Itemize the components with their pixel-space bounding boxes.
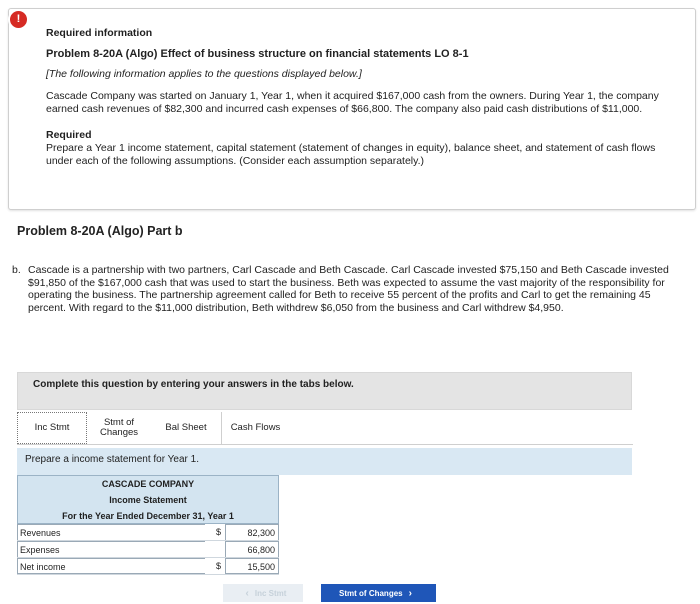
statement-name: Income Statement <box>109 495 187 505</box>
amount-input-expenses[interactable]: 66,800 <box>225 541 279 557</box>
tab-divider <box>17 444 633 445</box>
table-row <box>17 541 279 558</box>
info-content <box>46 27 676 168</box>
next-tab-label: Stmt of Changes <box>339 588 403 598</box>
instruction-bar: Complete this question by entering your answers in the tabs below. <box>17 372 632 410</box>
part-b-label: b. <box>12 264 21 276</box>
chevron-left-icon: ‹ <box>245 587 249 599</box>
tab-bal-sheet[interactable]: Bal Sheet <box>151 412 221 444</box>
table-row <box>17 524 279 541</box>
amount-input-revenues[interactable]: 82,300 <box>225 524 279 540</box>
tab-cash-flows[interactable]: Cash Flows <box>221 412 289 444</box>
required-information-panel <box>8 8 696 210</box>
row-label-net-income[interactable]: Net income <box>17 558 205 574</box>
statement-period: For the Year Ended December 31, Year 1 <box>62 511 234 521</box>
statement-header <box>17 475 279 524</box>
next-tab-button[interactable] <box>321 584 436 602</box>
statement-tabs <box>17 412 289 444</box>
row-label-expenses[interactable]: Expenses <box>17 541 205 557</box>
currency-symbol: $ <box>205 558 225 574</box>
currency-symbol <box>205 541 225 557</box>
prev-tab-button[interactable] <box>223 584 303 602</box>
amount-input-net-income[interactable]: 15,500 <box>225 558 279 574</box>
prepare-instruction: Prepare a income statement for Year 1. <box>17 448 632 475</box>
required-label: Required <box>46 129 92 141</box>
table-row <box>17 558 279 575</box>
tab-inc-stmt[interactable]: Inc Stmt <box>17 412 87 444</box>
part-b-description: Cascade is a partnership with two partners, Carl Cascade and Beth Cascade. Carl Cascade invested $75,150 and Beth Cascade invested $91,850 of the $167,000 cash that was used to start the business. Beth was expected to assume the vast majority of the responsibility for operating the business. The partnership agreement called for Beth to receive 55 percent of the profits and Carl to get the remaining 45 percent. With regard to the $11,000 distribution, Beth withdrew $6,050 from the business and Carl withdrew $4,950. <box>28 264 669 314</box>
income-statement <box>17 475 279 575</box>
required-text: Prepare a Year 1 income statement, capital statement (statement of changes in equity), balance sheet, and statement of cash flows under each of the following assumptions. (Consider each assumption separately.) <box>46 142 656 167</box>
info-note: [The following information applies to the questions displayed below.] <box>46 68 362 80</box>
row-label-revenues[interactable]: Revenues <box>17 524 205 540</box>
currency-symbol: $ <box>205 524 225 540</box>
problem-description: Cascade Company was started on January 1, Year 1, when it acquired $167,000 cash from the owners. During Year 1, the company earned cash revenues of $82,300 and incurred cash expenses of $66,800. The company also paid cash distributions of $11,000. <box>46 90 659 115</box>
required-information-heading: Required information <box>46 27 153 39</box>
alert-icon: ! <box>8 9 29 30</box>
problem-title: Problem 8-20A (Algo) Effect of business structure on financial statements LO 8-1 <box>46 48 469 60</box>
part-b-text <box>12 264 688 314</box>
chevron-right-icon: › <box>408 587 412 599</box>
part-title: Problem 8-20A (Algo) Part b <box>17 224 183 238</box>
tab-stmt-of-changes[interactable]: Stmt of Changes <box>87 412 151 444</box>
prev-tab-label: Inc Stmt <box>254 588 287 598</box>
company-name: CASCADE COMPANY <box>101 479 195 489</box>
